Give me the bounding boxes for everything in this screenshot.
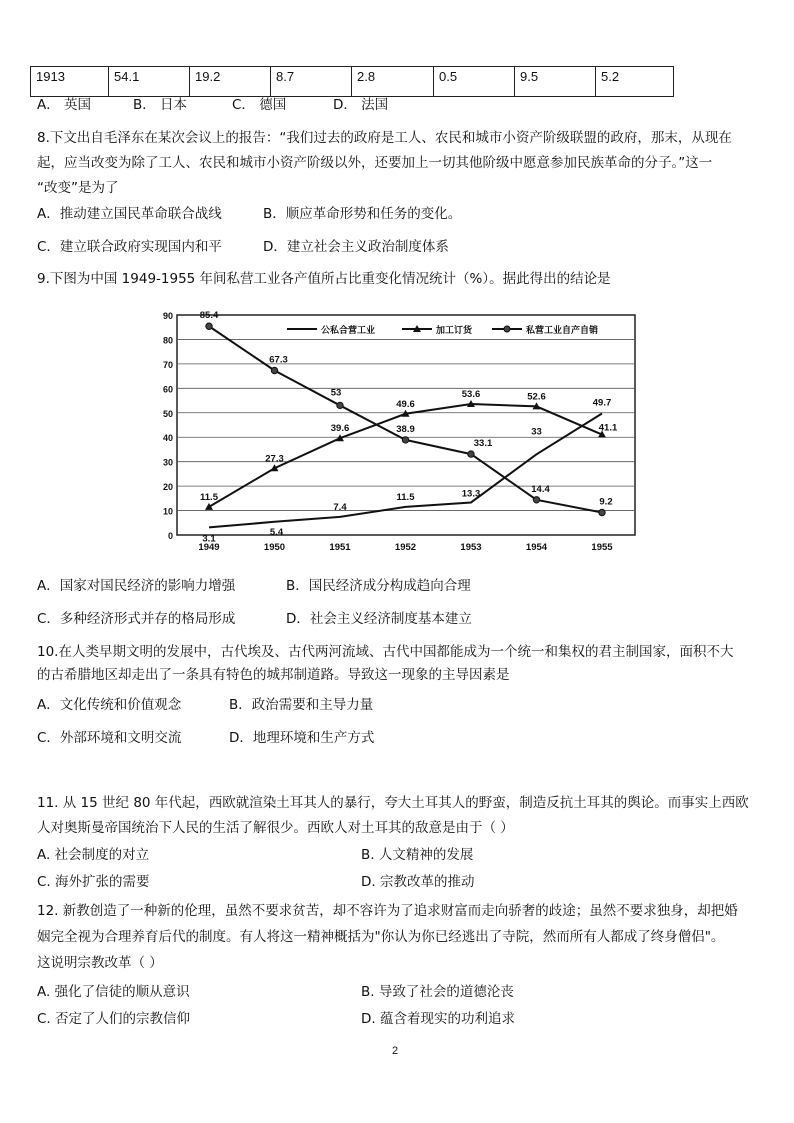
chart-svg <box>147 307 647 557</box>
data-label: 38.9 <box>396 423 415 435</box>
y-tick-label: 50 <box>162 408 173 419</box>
line-chart <box>147 307 647 557</box>
q10-stem-line: 的古希腊地区却走出了一条具有特色的城邦制道路。导致这一现象的主导因素是 <box>37 667 510 683</box>
table-cell: 8.7 <box>271 67 352 97</box>
data-point-circle <box>271 367 277 373</box>
data-label: 5.4 <box>269 526 284 538</box>
x-tick-label: 1950 <box>263 542 286 553</box>
data-label: 14.4 <box>531 483 550 495</box>
q9-option-d[interactable]: D．社会主义经济制度基本建立 <box>286 611 472 627</box>
q12-stem-line: 12. 新教创造了一种新的伦理，虽然不要求贫苦，却不容许为了追求财富而走向骄奢的歧途；虽然不要求独身，却把婚 <box>37 903 738 919</box>
data-label: 52.6 <box>527 391 546 403</box>
x-tick-label: 1953 <box>460 542 482 553</box>
q10-option-b[interactable]: B．政治需要和主导力量 <box>229 697 374 713</box>
q11-option-c[interactable]: C. 海外扩张的需要 <box>37 874 150 890</box>
legend-label: 私营工业自产自销 <box>526 325 599 335</box>
q12-option-d[interactable]: D. 蕴含着现实的功利追求 <box>361 1011 515 1027</box>
data-point-circle <box>206 323 212 329</box>
y-tick-label: 20 <box>162 482 173 493</box>
y-tick-label: 80 <box>162 335 173 346</box>
q7-option-d[interactable]: D． 法国 <box>333 97 389 113</box>
data-label: 7.4 <box>333 501 347 513</box>
q8-option-a[interactable]: A．推动建立国民革命联合战线 <box>37 206 222 222</box>
y-tick-label: 40 <box>162 433 173 444</box>
y-tick-label: 0 <box>167 531 173 541</box>
q11-option-a[interactable]: A. 社会制度的对立 <box>37 847 150 863</box>
y-tick-label: 10 <box>162 506 173 517</box>
data-point-circle <box>402 437 408 443</box>
q7-option-b[interactable]: B． 日本 <box>133 97 188 113</box>
q10-stem-line: 10.在人类早期文明的发展中，古代埃及、古代两河流域、古代中国都能成为一个统一和集权的君主制国家，面积不大 <box>37 644 734 660</box>
data-label: 33 <box>531 426 542 438</box>
table-cell: 54.1 <box>109 67 190 97</box>
page-number: 2 <box>392 1045 399 1057</box>
x-tick-label: 1951 <box>329 542 351 553</box>
q7-option-c[interactable]: C． 德国 <box>232 97 287 113</box>
q12-option-a[interactable]: A. 强化了信徒的顺从意识 <box>37 984 190 1000</box>
y-tick-label: 60 <box>162 384 173 395</box>
data-label: 39.6 <box>330 423 350 435</box>
data-label: 3.1 <box>202 533 216 545</box>
table-row <box>31 67 674 97</box>
q10-option-d[interactable]: D．地理环境和生产方式 <box>229 730 375 746</box>
data-label: 49.6 <box>396 398 415 410</box>
table-cell: 0.5 <box>434 67 515 97</box>
legend-label: 加工订货 <box>436 325 473 335</box>
q9-option-b[interactable]: B．国民经济成分构成趋向合理 <box>286 578 471 594</box>
data-point-circle <box>533 497 539 503</box>
x-tick-label: 1954 <box>525 542 548 553</box>
q10-option-a[interactable]: A．文化传统和价值观念 <box>37 697 182 713</box>
table-cell: 9.5 <box>515 67 596 97</box>
legend-marker-circle <box>504 326 510 332</box>
data-label: 9.2 <box>599 496 613 508</box>
q8-stem-line: 起，应当改变为除了工人、农民和城市小资产阶级以外，还要加上一切其他阶级中愿意参加民族革命的分子。”这一 <box>37 155 713 171</box>
q12-option-b[interactable]: B. 导致了社会的道德沦丧 <box>361 984 514 1000</box>
data-point-circle <box>599 509 605 515</box>
table-cell: 5.2 <box>596 67 674 97</box>
data-label: 27.3 <box>265 453 284 465</box>
x-tick-label: 1952 <box>394 542 417 553</box>
legend-label: 公私合营工业 <box>321 325 376 335</box>
y-tick-label: 30 <box>162 457 173 468</box>
x-tick-label: 1949 <box>198 542 220 553</box>
y-tick-label: 90 <box>162 311 173 321</box>
q9-stem: 9.下图为中国 1949-1955 年间私营工业各产值所占比重变化情况统计（%）。据此得出的结论是 <box>37 271 611 287</box>
data-label: 13.3 <box>461 488 481 500</box>
q8-stem-line: 8.下文出自毛泽东在某次会议上的报告：“我们过去的政府是工人、农民和城市小资产阶级联盟的政府，那末，从现在 <box>37 130 732 146</box>
q8-option-c[interactable]: C．建立联合政府实现国内和平 <box>37 239 222 255</box>
data-label: 33.1 <box>473 438 493 450</box>
q8-option-b[interactable]: B．顺应革命形势和任务的变化。 <box>263 206 462 222</box>
table-cell: 1913 <box>31 67 109 97</box>
data-label: 49.7 <box>592 397 612 409</box>
q10-option-c[interactable]: C．外部环境和文明交流 <box>37 730 182 746</box>
data-point-circle <box>468 451 474 457</box>
q11-option-d[interactable]: D. 宗教改革的推动 <box>361 874 475 890</box>
q11-stem-line: 11. 从 15 世纪 80 年代起，西欧就渲染土耳其人的暴行，夸大土耳其人的野蛮，制造反抗土耳其的舆论。而事实上西欧 <box>37 795 749 811</box>
data-label: 85.4 <box>199 310 219 322</box>
data-label: 53.6 <box>461 388 481 400</box>
q9-option-c[interactable]: C．多种经济形式并存的格局形成 <box>37 611 236 627</box>
q12-option-c[interactable]: C. 否定了人们的宗教信仰 <box>37 1011 191 1027</box>
q11-option-b[interactable]: B. 人文精神的发展 <box>361 847 474 863</box>
data-label: 53 <box>330 387 342 399</box>
q8-stem-line: “改变”是为了 <box>37 180 119 196</box>
q12-stem-line: 这说明宗教改革（ ） <box>37 955 163 971</box>
table-cell: 19.2 <box>190 67 271 97</box>
q8-option-d[interactable]: D．建立社会主义政治制度体系 <box>263 239 449 255</box>
y-tick-label: 70 <box>162 359 173 370</box>
data-table <box>30 66 674 97</box>
data-point-circle <box>337 402 343 408</box>
q12-stem-line: 姻完全视为合理养育后代的制度。有人将这一精神概括为"你认为你已经逃出了寺院，然而所有人都成了终身僧侣"。 <box>37 929 725 945</box>
data-label: 11.5 <box>200 491 218 503</box>
data-label: 67.3 <box>269 354 288 366</box>
x-tick-label: 1955 <box>591 542 613 553</box>
q9-option-a[interactable]: A．国家对国民经济的影响力增强 <box>37 578 236 594</box>
table-cell: 2.8 <box>352 67 434 97</box>
data-label: 11.5 <box>396 491 415 503</box>
q7-option-a[interactable]: A． 英国 <box>37 97 92 113</box>
q11-stem-line: 人对奥斯曼帝国统治下人民的生活了解很少。西欧人对土耳其的敌意是由于（ ） <box>37 820 514 836</box>
data-label: 41.1 <box>598 422 618 434</box>
